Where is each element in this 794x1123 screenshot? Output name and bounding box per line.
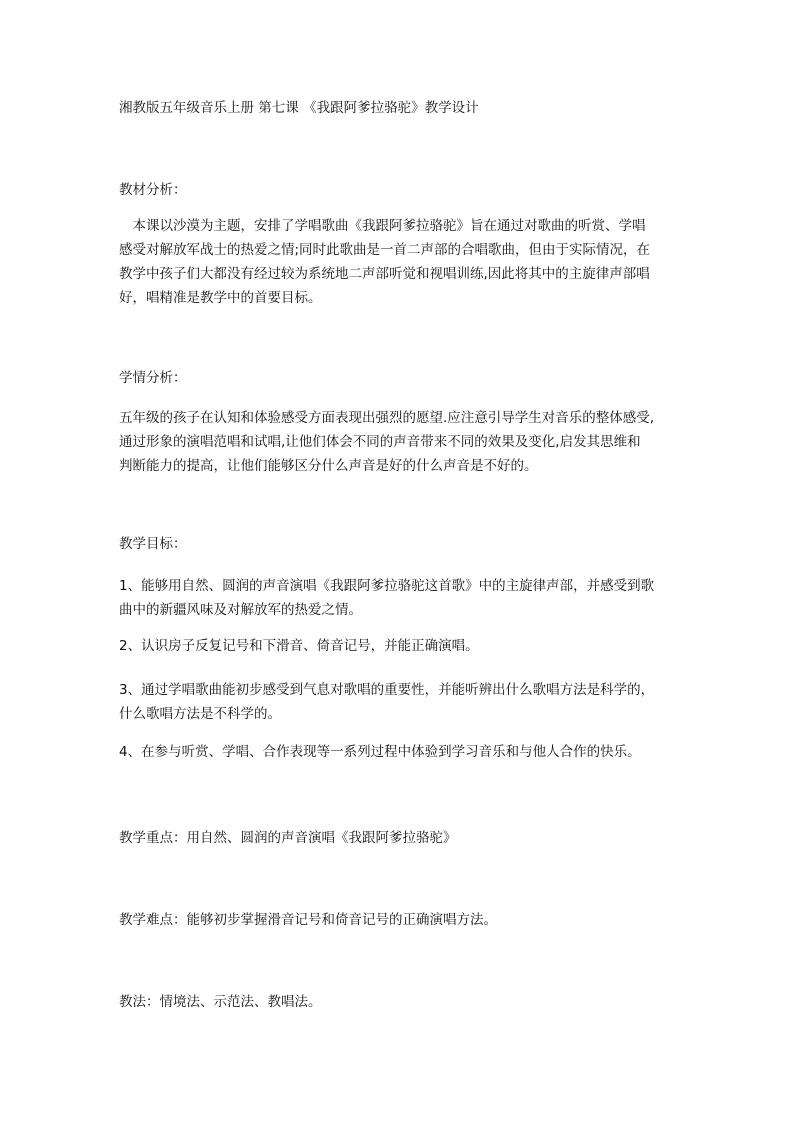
teaching-goals-heading: 教学目标： (119, 536, 187, 552)
student-analysis-paragraph (119, 406, 679, 478)
student-analysis-heading: 学情分析： (119, 370, 187, 386)
material-analysis-paragraph (119, 214, 679, 310)
goal-3-line-2: 什么歌唱方法是不科学的。 (119, 706, 281, 722)
material-analysis-heading: 教材分析： (119, 182, 187, 198)
material-line-4: 好，唱精准是教学中的首要目标。 (119, 290, 322, 306)
document-title: 湘教版五年级音乐上册 第七课 《我跟阿爹拉骆驼》教学设计 (119, 100, 479, 116)
goal-1-line-2: 曲中的新疆风味及对解放军的热爱之情。 (119, 602, 362, 618)
material-line-1: 本课以沙漠为主题，安排了学唱歌曲《我跟阿爹拉骆驼》旨在通过对歌曲的听赏、学唱 (119, 218, 646, 234)
goal-1-line-1: 1、能够用自然、圆润的声音演唱《我跟阿爹拉骆驼这首歌》中的主旋律声部，并感受到歌 (119, 578, 655, 594)
students-line-3: 判断能力的提高，让他们能够区分什么声音是好的什么声音是不好的。 (119, 458, 538, 474)
goal-2: 2、认识房子反复记号和下滑音、倚音记号，并能正确演唱。 (119, 638, 479, 654)
teaching-methods: 教法：情境法、示范法、教唱法。 (119, 994, 322, 1010)
teaching-key-point: 教学重点：用自然、圆润的声音演唱《我跟阿爹拉骆驼》 (119, 830, 457, 846)
goal-4: 4、在参与听赏、学唱、合作表现等一系列过程中体验到学习音乐和与他人合作的快乐。 (119, 744, 641, 760)
material-line-2: 感受对解放军战士的热爱之情;同时此歌曲是一首二声部的合唱歌曲，但由于实际情况，在 (119, 242, 651, 258)
students-line-2: 通过形象的演唱范唱和试唱,让他们体会不同的声音带来不同的效果及变化,启发其思维和 (119, 434, 641, 450)
material-line-3: 教学中孩子们大都没有经过较为系统地二声部听觉和视唱训练,因此将其中的主旋律声部唱 (119, 266, 650, 282)
goal-3 (119, 678, 679, 726)
students-line-1: 五年级的孩子在认知和体验感受方面表现出强烈的愿望.应注意引导学生对音乐的整体感受, (119, 410, 655, 426)
goal-1 (119, 574, 679, 622)
goal-3-line-1: 3、通过学唱歌曲能初步感受到气息对歌唱的重要性，并能听辨出什么歌唱方法是科学的， (119, 682, 655, 698)
teaching-difficulty: 教学难点：能够初步掌握滑音记号和倚音记号的正确演唱方法。 (119, 912, 497, 928)
